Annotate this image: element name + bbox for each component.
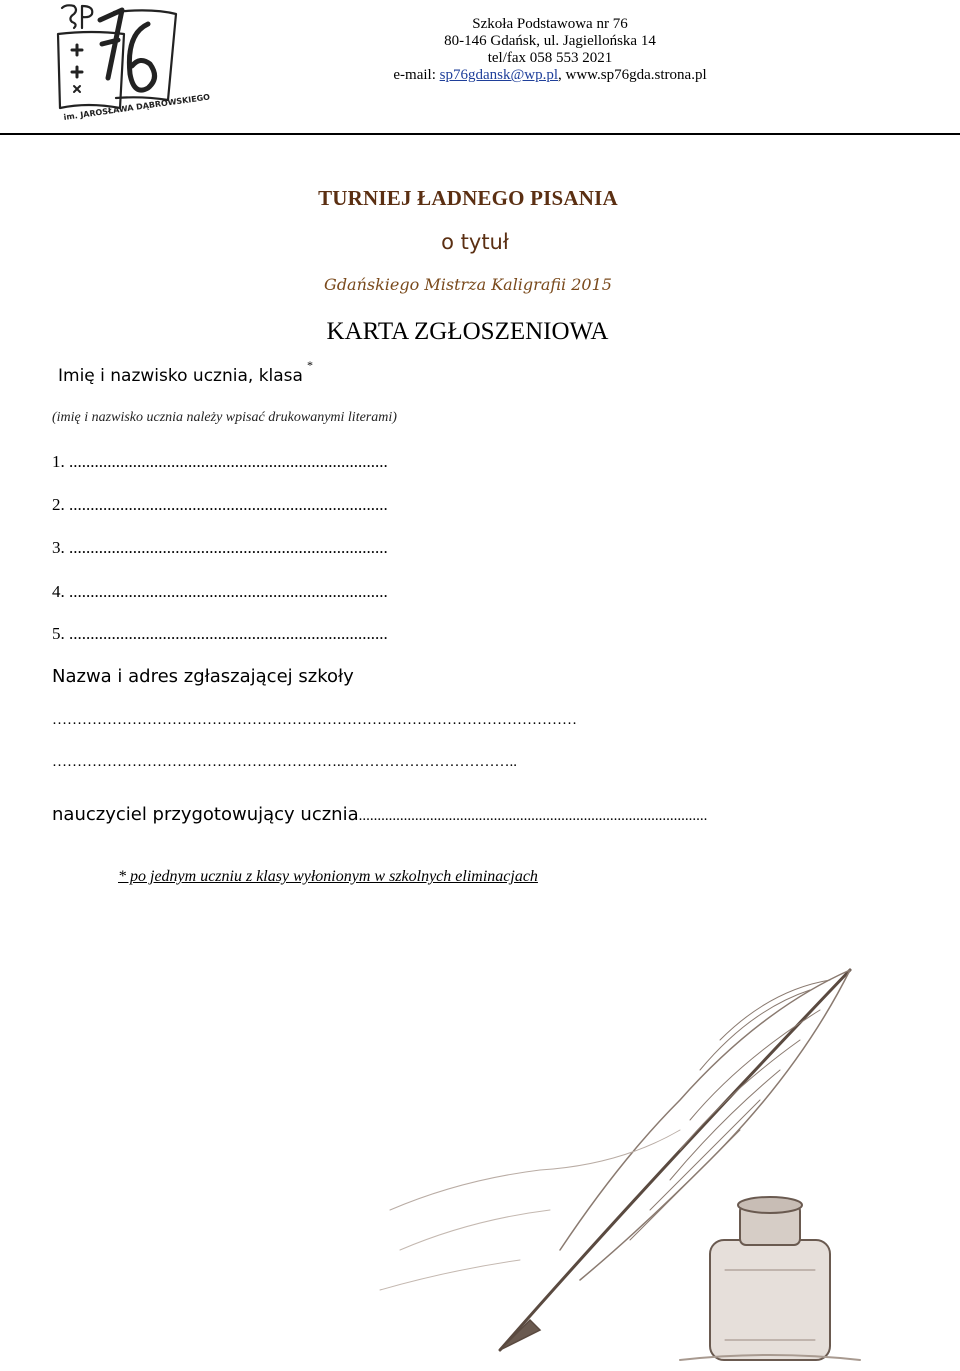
form-title: KARTA ZGŁOSZENIOWA [326,318,609,345]
for-title-text: o tytuł [441,230,509,254]
svg-text:im. JAROSŁAWA DĄBROWSKIEGO: im. JAROSŁAWA DĄBROWSKIEGO [63,92,211,122]
school-name: Szkoła Podstawowa nr 76 [472,16,628,32]
website-text: , www.sp76gda.strona.pl [558,67,707,83]
school-logo [52,0,211,126]
email-prefix: e-mail: [393,67,440,83]
student-label-text: Imię i nazwisko ucznia, klasa [58,366,303,386]
school-address-line-1[interactable]: …………………………………………………………………………………………… [52,712,577,728]
student-line-1[interactable]: 1. ........................................................................... [52,452,388,471]
student-line-5[interactable]: 5. ........................................................................... [52,624,388,643]
quill-ink-illustration [380,950,900,1371]
teacher-dots: ............................................................................................. [358,808,708,824]
contest-name: Gdańskiego Mistrza Kaligrafii 2015 [324,275,612,294]
teacher-label: nauczyciel przygotowujący ucznia [52,804,359,825]
school-address: 80-146 Gdańsk, ul. Jagiellońska 14 [444,33,656,49]
event-title: TURNIEJ ŁADNEGO PISANIA [318,186,618,210]
school-contact-block [360,16,740,84]
student-line-3[interactable]: 3. ........................................................................... [52,538,388,557]
student-label [58,358,313,386]
student-note: (imię i nazwisko ucznia należy wpisać drukowanymi literami) [52,410,397,425]
header-divider [0,133,960,135]
school-label: Nazwa i adres zgłaszającej szkoły [52,666,354,687]
footnote: * po jednym uczniu z klasy wyłonionym w szkolnych eliminacjach [118,868,538,885]
school-phone: tel/fax 058 553 2021 [487,50,613,66]
teacher-field[interactable] [52,804,707,825]
school-email-web [360,67,740,84]
student-asterisk: * [306,358,313,372]
email-link[interactable]: sp76gdansk@wp.pl [439,67,559,83]
school-address-line-2[interactable]: …………………………………………………..…………………………….. [52,754,517,770]
student-line-4[interactable]: 4. ........................................................................... [52,582,388,601]
student-line-2[interactable]: 2. ........................................................................... [52,495,388,514]
